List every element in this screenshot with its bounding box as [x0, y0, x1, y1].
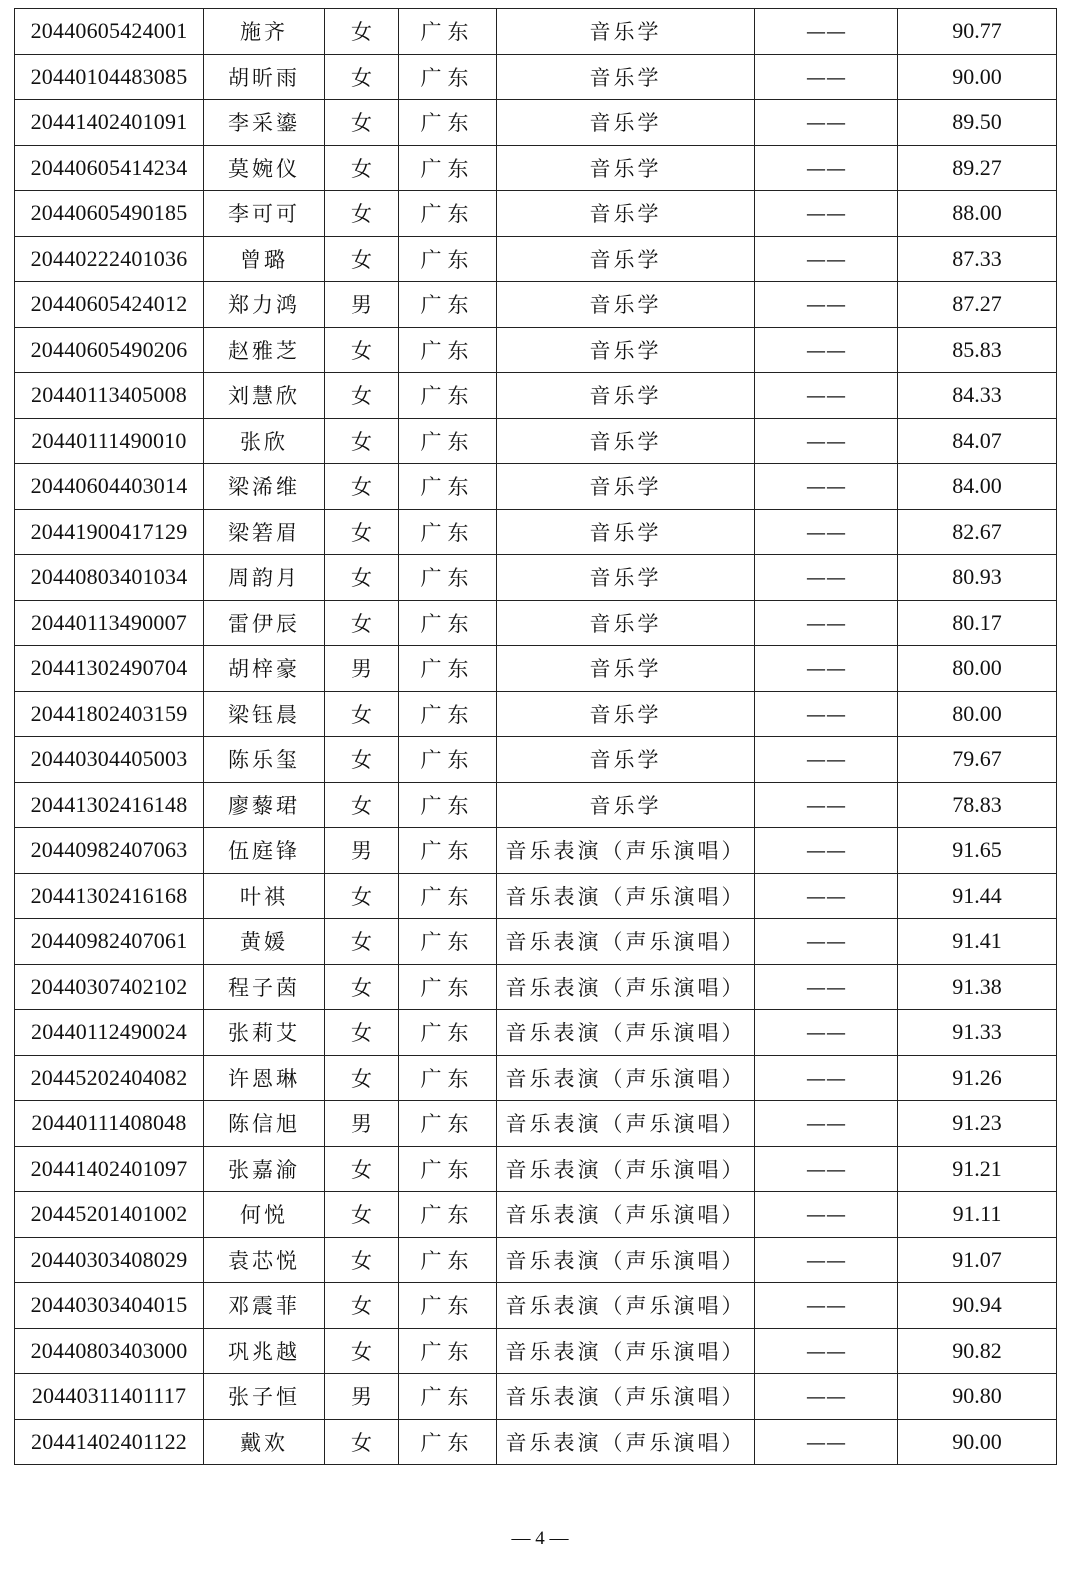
major-cell: 音乐表演（声乐演唱）	[497, 1010, 755, 1056]
name-cell: 张欣	[204, 418, 325, 464]
gender-cell: 女	[325, 1146, 399, 1192]
score-cell: 84.33	[898, 373, 1057, 419]
province-cell: 广东	[399, 919, 497, 965]
note-cell: ——	[755, 1283, 898, 1329]
score-cell: 80.93	[898, 555, 1057, 601]
candidate-id-cell: 20440605490185	[15, 191, 204, 237]
province-cell: 广东	[399, 1010, 497, 1056]
score-cell: 91.07	[898, 1237, 1057, 1283]
major-cell: 音乐学	[497, 100, 755, 146]
score-cell: 80.00	[898, 691, 1057, 737]
province-cell: 广东	[399, 646, 497, 692]
table-row	[15, 145, 1057, 191]
gender-cell: 女	[325, 1328, 399, 1374]
page-number: — 4 —	[511, 1528, 569, 1549]
gender-cell: 女	[325, 919, 399, 965]
major-cell: 音乐表演（声乐演唱）	[497, 1237, 755, 1283]
major-cell: 音乐学	[497, 555, 755, 601]
province-cell: 广东	[399, 9, 497, 55]
score-cell: 85.83	[898, 327, 1057, 373]
candidate-id-cell: 20440112490024	[15, 1010, 204, 1056]
score-cell: 84.00	[898, 464, 1057, 510]
major-cell: 音乐学	[497, 54, 755, 100]
candidate-id-cell: 20445201401002	[15, 1192, 204, 1238]
candidate-id-cell: 20440803401034	[15, 555, 204, 601]
province-cell: 广东	[399, 418, 497, 464]
major-cell: 音乐学	[497, 191, 755, 237]
major-cell: 音乐表演（声乐演唱）	[497, 1192, 755, 1238]
candidate-id-cell: 20440111408048	[15, 1101, 204, 1147]
province-cell: 广东	[399, 282, 497, 328]
gender-cell: 女	[325, 555, 399, 601]
gender-cell: 女	[325, 1419, 399, 1465]
candidate-id-cell: 20440113405008	[15, 373, 204, 419]
major-cell: 音乐学	[497, 737, 755, 783]
gender-cell: 男	[325, 646, 399, 692]
note-cell: ——	[755, 691, 898, 737]
score-cell: 91.21	[898, 1146, 1057, 1192]
gender-cell: 女	[325, 1283, 399, 1329]
gender-cell: 女	[325, 464, 399, 510]
name-cell: 张嘉渝	[204, 1146, 325, 1192]
score-cell: 90.00	[898, 1419, 1057, 1465]
note-cell: ——	[755, 145, 898, 191]
major-cell: 音乐表演（声乐演唱）	[497, 1101, 755, 1147]
province-cell: 广东	[399, 1192, 497, 1238]
score-cell: 87.27	[898, 282, 1057, 328]
score-cell: 91.65	[898, 828, 1057, 874]
candidate-id-cell: 20441302416168	[15, 873, 204, 919]
province-cell: 广东	[399, 100, 497, 146]
major-cell: 音乐学	[497, 236, 755, 282]
province-cell: 广东	[399, 373, 497, 419]
table-row	[15, 1237, 1057, 1283]
note-cell: ——	[755, 1055, 898, 1101]
score-cell: 91.11	[898, 1192, 1057, 1238]
gender-cell: 男	[325, 1101, 399, 1147]
major-cell: 音乐表演（声乐演唱）	[497, 1055, 755, 1101]
candidate-id-cell: 20440222401036	[15, 236, 204, 282]
score-cell: 91.26	[898, 1055, 1057, 1101]
candidate-id-cell: 20441402401122	[15, 1419, 204, 1465]
name-cell: 张子恒	[204, 1374, 325, 1420]
note-cell: ——	[755, 1101, 898, 1147]
note-cell: ——	[755, 54, 898, 100]
gender-cell: 女	[325, 9, 399, 55]
admission-results-table	[14, 8, 1057, 1465]
score-cell: 89.27	[898, 145, 1057, 191]
score-cell: 80.17	[898, 600, 1057, 646]
name-cell: 赵雅芝	[204, 327, 325, 373]
table-row	[15, 1374, 1057, 1420]
major-cell: 音乐学	[497, 464, 755, 510]
note-cell: ——	[755, 1010, 898, 1056]
table-row	[15, 873, 1057, 919]
note-cell: ——	[755, 1328, 898, 1374]
note-cell: ——	[755, 373, 898, 419]
candidate-id-cell: 20440605424012	[15, 282, 204, 328]
note-cell: ——	[755, 327, 898, 373]
table-row	[15, 964, 1057, 1010]
table-row	[15, 1101, 1057, 1147]
note-cell: ——	[755, 282, 898, 328]
name-cell: 袁芯悦	[204, 1237, 325, 1283]
major-cell: 音乐学	[497, 282, 755, 328]
table-row	[15, 646, 1057, 692]
province-cell: 广东	[399, 691, 497, 737]
name-cell: 施齐	[204, 9, 325, 55]
candidate-id-cell: 20440982407061	[15, 919, 204, 965]
gender-cell: 女	[325, 1237, 399, 1283]
note-cell: ——	[755, 964, 898, 1010]
name-cell: 许恩琳	[204, 1055, 325, 1101]
note-cell: ——	[755, 555, 898, 601]
table-row	[15, 691, 1057, 737]
name-cell: 梁钰晨	[204, 691, 325, 737]
table-row	[15, 919, 1057, 965]
major-cell: 音乐表演（声乐演唱）	[497, 828, 755, 874]
table-row	[15, 1146, 1057, 1192]
table-row	[15, 464, 1057, 510]
note-cell: ——	[755, 600, 898, 646]
candidate-id-cell: 20440303404015	[15, 1283, 204, 1329]
table-row	[15, 282, 1057, 328]
note-cell: ——	[755, 1146, 898, 1192]
note-cell: ——	[755, 828, 898, 874]
gender-cell: 女	[325, 236, 399, 282]
name-cell: 戴欢	[204, 1419, 325, 1465]
note-cell: ——	[755, 236, 898, 282]
table-row	[15, 100, 1057, 146]
province-cell: 广东	[399, 191, 497, 237]
name-cell: 陈信旭	[204, 1101, 325, 1147]
name-cell: 刘慧欣	[204, 373, 325, 419]
table-row	[15, 191, 1057, 237]
candidate-id-cell: 20441802403159	[15, 691, 204, 737]
score-cell: 84.07	[898, 418, 1057, 464]
candidate-id-cell: 20440605490206	[15, 327, 204, 373]
province-cell: 广东	[399, 509, 497, 555]
province-cell: 广东	[399, 54, 497, 100]
province-cell: 广东	[399, 555, 497, 601]
note-cell: ——	[755, 1374, 898, 1420]
score-cell: 79.67	[898, 737, 1057, 783]
gender-cell: 女	[325, 782, 399, 828]
major-cell: 音乐学	[497, 9, 755, 55]
province-cell: 广东	[399, 782, 497, 828]
table-row	[15, 54, 1057, 100]
candidate-id-cell: 20440982407063	[15, 828, 204, 874]
gender-cell: 男	[325, 1374, 399, 1420]
table-row	[15, 737, 1057, 783]
candidate-id-cell: 20440113490007	[15, 600, 204, 646]
table-row	[15, 1283, 1057, 1329]
table-row	[15, 828, 1057, 874]
candidate-id-cell: 20440604403014	[15, 464, 204, 510]
name-cell: 叶祺	[204, 873, 325, 919]
note-cell: ——	[755, 873, 898, 919]
score-cell: 87.33	[898, 236, 1057, 282]
score-cell: 80.00	[898, 646, 1057, 692]
score-cell: 91.33	[898, 1010, 1057, 1056]
note-cell: ——	[755, 919, 898, 965]
major-cell: 音乐表演（声乐演唱）	[497, 1146, 755, 1192]
table-row	[15, 373, 1057, 419]
major-cell: 音乐学	[497, 509, 755, 555]
table-row	[15, 9, 1057, 55]
candidate-id-cell: 20441302416148	[15, 782, 204, 828]
name-cell: 莫婉仪	[204, 145, 325, 191]
name-cell: 何悦	[204, 1192, 325, 1238]
score-cell: 90.00	[898, 54, 1057, 100]
score-cell: 91.23	[898, 1101, 1057, 1147]
major-cell: 音乐学	[497, 691, 755, 737]
name-cell: 胡梓豪	[204, 646, 325, 692]
gender-cell: 女	[325, 873, 399, 919]
table-row	[15, 1192, 1057, 1238]
score-cell: 91.41	[898, 919, 1057, 965]
major-cell: 音乐表演（声乐演唱）	[497, 1328, 755, 1374]
name-cell: 伍庭锋	[204, 828, 325, 874]
gender-cell: 女	[325, 373, 399, 419]
province-cell: 广东	[399, 1419, 497, 1465]
candidate-id-cell: 20441302490704	[15, 646, 204, 692]
candidate-id-cell: 20441402401091	[15, 100, 204, 146]
name-cell: 陈乐玺	[204, 737, 325, 783]
gender-cell: 女	[325, 737, 399, 783]
province-cell: 广东	[399, 1283, 497, 1329]
major-cell: 音乐学	[497, 418, 755, 464]
province-cell: 广东	[399, 1055, 497, 1101]
province-cell: 广东	[399, 145, 497, 191]
note-cell: ——	[755, 646, 898, 692]
major-cell: 音乐表演（声乐演唱）	[497, 964, 755, 1010]
name-cell: 雷伊辰	[204, 600, 325, 646]
name-cell: 巩兆越	[204, 1328, 325, 1374]
gender-cell: 男	[325, 828, 399, 874]
major-cell: 音乐学	[497, 145, 755, 191]
table-row	[15, 1055, 1057, 1101]
gender-cell: 女	[325, 418, 399, 464]
gender-cell: 女	[325, 691, 399, 737]
major-cell: 音乐表演（声乐演唱）	[497, 919, 755, 965]
province-cell: 广东	[399, 1374, 497, 1420]
table-row	[15, 1419, 1057, 1465]
name-cell: 梁浠维	[204, 464, 325, 510]
candidate-id-cell: 20440304405003	[15, 737, 204, 783]
province-cell: 广东	[399, 828, 497, 874]
score-cell: 90.77	[898, 9, 1057, 55]
score-cell: 90.82	[898, 1328, 1057, 1374]
gender-cell: 女	[325, 964, 399, 1010]
gender-cell: 女	[325, 1192, 399, 1238]
score-cell: 90.80	[898, 1374, 1057, 1420]
candidate-id-cell: 20440303408029	[15, 1237, 204, 1283]
score-cell: 90.94	[898, 1283, 1057, 1329]
major-cell: 音乐表演（声乐演唱）	[497, 1283, 755, 1329]
table-row	[15, 555, 1057, 601]
table-row	[15, 600, 1057, 646]
score-cell: 91.44	[898, 873, 1057, 919]
gender-cell: 女	[325, 1010, 399, 1056]
name-cell: 张莉艾	[204, 1010, 325, 1056]
score-cell: 82.67	[898, 509, 1057, 555]
note-cell: ——	[755, 191, 898, 237]
gender-cell: 女	[325, 54, 399, 100]
province-cell: 广东	[399, 327, 497, 373]
score-cell: 78.83	[898, 782, 1057, 828]
gender-cell: 男	[325, 282, 399, 328]
score-cell: 88.00	[898, 191, 1057, 237]
major-cell: 音乐表演（声乐演唱）	[497, 1419, 755, 1465]
name-cell: 廖藜珺	[204, 782, 325, 828]
gender-cell: 女	[325, 145, 399, 191]
major-cell: 音乐表演（声乐演唱）	[497, 1374, 755, 1420]
score-cell: 91.38	[898, 964, 1057, 1010]
table-body	[15, 9, 1057, 1465]
note-cell: ——	[755, 1237, 898, 1283]
gender-cell: 女	[325, 1055, 399, 1101]
note-cell: ——	[755, 1192, 898, 1238]
province-cell: 广东	[399, 1237, 497, 1283]
gender-cell: 女	[325, 100, 399, 146]
major-cell: 音乐学	[497, 600, 755, 646]
province-cell: 广东	[399, 964, 497, 1010]
province-cell: 广东	[399, 464, 497, 510]
province-cell: 广东	[399, 737, 497, 783]
score-cell: 89.50	[898, 100, 1057, 146]
name-cell: 曾璐	[204, 236, 325, 282]
note-cell: ——	[755, 9, 898, 55]
major-cell: 音乐学	[497, 782, 755, 828]
major-cell: 音乐学	[497, 646, 755, 692]
candidate-id-cell: 20440803403000	[15, 1328, 204, 1374]
candidate-id-cell: 20440605414234	[15, 145, 204, 191]
gender-cell: 女	[325, 600, 399, 646]
table-row	[15, 509, 1057, 555]
name-cell: 李采鎏	[204, 100, 325, 146]
candidate-id-cell: 20440104483085	[15, 54, 204, 100]
note-cell: ——	[755, 1419, 898, 1465]
note-cell: ——	[755, 100, 898, 146]
gender-cell: 女	[325, 509, 399, 555]
gender-cell: 女	[325, 191, 399, 237]
name-cell: 黄媛	[204, 919, 325, 965]
note-cell: ——	[755, 464, 898, 510]
candidate-id-cell: 20440111490010	[15, 418, 204, 464]
candidate-id-cell: 20441900417129	[15, 509, 204, 555]
note-cell: ——	[755, 418, 898, 464]
major-cell: 音乐学	[497, 373, 755, 419]
gender-cell: 女	[325, 327, 399, 373]
table-row	[15, 782, 1057, 828]
note-cell: ——	[755, 509, 898, 555]
name-cell: 李可可	[204, 191, 325, 237]
table-row	[15, 418, 1057, 464]
table-row	[15, 1010, 1057, 1056]
note-cell: ——	[755, 737, 898, 783]
province-cell: 广东	[399, 873, 497, 919]
province-cell: 广东	[399, 600, 497, 646]
name-cell: 梁箬眉	[204, 509, 325, 555]
candidate-id-cell: 20440311401117	[15, 1374, 204, 1420]
province-cell: 广东	[399, 236, 497, 282]
province-cell: 广东	[399, 1146, 497, 1192]
major-cell: 音乐表演（声乐演唱）	[497, 873, 755, 919]
note-cell: ——	[755, 782, 898, 828]
name-cell: 郑力鸿	[204, 282, 325, 328]
name-cell: 胡昕雨	[204, 54, 325, 100]
results-sheet	[14, 8, 1056, 1465]
name-cell: 周韵月	[204, 555, 325, 601]
major-cell: 音乐学	[497, 327, 755, 373]
name-cell: 邓震菲	[204, 1283, 325, 1329]
table-row	[15, 327, 1057, 373]
table-row	[15, 1328, 1057, 1374]
candidate-id-cell: 20440307402102	[15, 964, 204, 1010]
province-cell: 广东	[399, 1328, 497, 1374]
province-cell: 广东	[399, 1101, 497, 1147]
candidate-id-cell: 20441402401097	[15, 1146, 204, 1192]
name-cell: 程子茵	[204, 964, 325, 1010]
candidate-id-cell: 20445202404082	[15, 1055, 204, 1101]
table-row	[15, 236, 1057, 282]
candidate-id-cell: 20440605424001	[15, 9, 204, 55]
